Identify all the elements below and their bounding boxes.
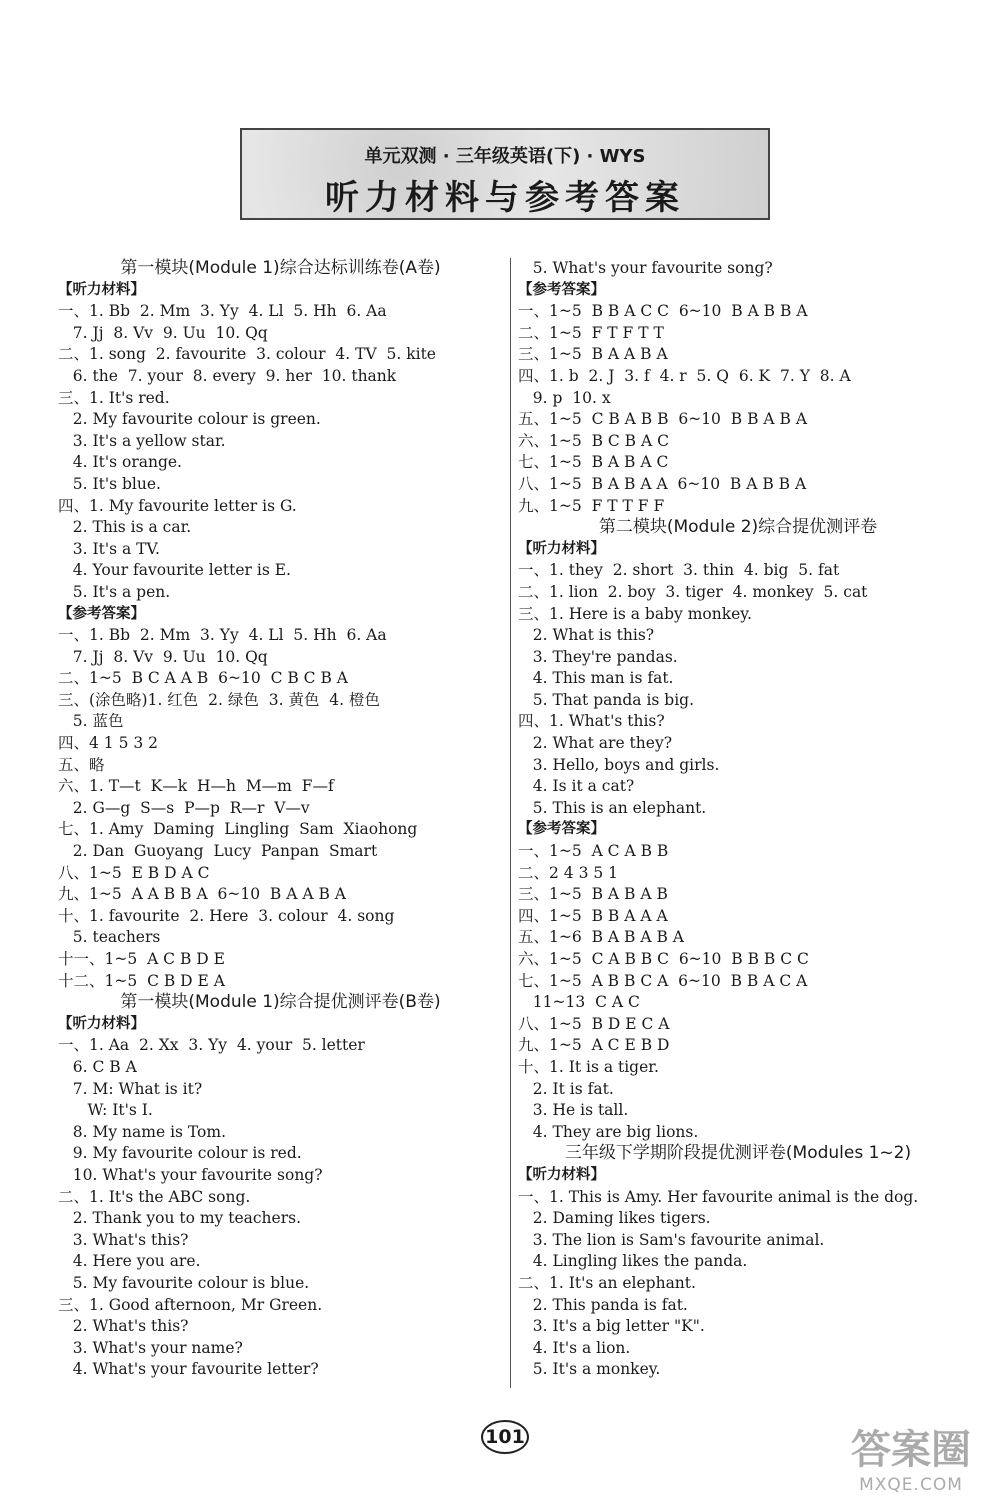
header-subtitle: 单元双测 · 三年级英语(下) · WYS xyxy=(364,146,646,167)
section-heading: 三年级下学期阶段提优测评卷(Modules 1~2) xyxy=(564,1143,912,1164)
text-line: 2. G—g S—s P—p R—r V—v xyxy=(58,798,310,817)
text-line: 2. Dan Guoyang Lucy Panpan Smart xyxy=(58,842,378,861)
subsection-label: 【听力材料】 xyxy=(58,1015,145,1032)
text-line: 3. It's a big letter "K". xyxy=(518,1317,705,1336)
text-line: 七、1~5 B A B A C xyxy=(518,453,669,472)
text-line: 7. Jj 8. Vv 9. Uu 10. Qq xyxy=(58,647,268,666)
subsection-label: 【参考答案】 xyxy=(58,605,145,622)
left-column xyxy=(58,258,503,1381)
subsection-label: 【听力材料】 xyxy=(518,1166,605,1183)
right-column xyxy=(518,258,958,1381)
text-line: 十、1. favourite 2. Here 3. colour 4. song xyxy=(58,906,395,925)
text-line: 十、1. It is a tiger. xyxy=(518,1057,659,1076)
text-line: 四、4 1 5 3 2 xyxy=(58,734,159,753)
text-line: 3. It's a TV. xyxy=(58,539,160,558)
text-line: 三、1. Good afternoon, Mr Green. xyxy=(58,1295,323,1314)
text-line: 三、1~5 B A B A B xyxy=(518,885,668,904)
text-line: 2. Daming likes tigers. xyxy=(518,1209,711,1228)
page-number xyxy=(470,1420,540,1460)
text-line: 2. It is fat. xyxy=(518,1079,614,1098)
text-line: 5. 蓝色 xyxy=(58,712,124,731)
section-heading: 第二模块(Module 2)综合提优测评卷 xyxy=(598,517,878,538)
text-line: 八、1~5 B D E C A xyxy=(518,1014,670,1033)
text-line: 一、1. Aa 2. Xx 3. Yy 4. your 5. letter xyxy=(58,1036,365,1055)
text-line: 一、1~5 A C A B B xyxy=(518,842,669,861)
watermark-top-text: 答案圈 xyxy=(851,1427,971,1473)
subsection-label: 【听力材料】 xyxy=(58,281,145,298)
text-line: 九、1~5 F T T F F xyxy=(518,496,665,515)
text-line: 九、1~5 A A B B A 6~10 B A A B A xyxy=(58,885,346,904)
text-line: 2. This is a car. xyxy=(58,518,192,537)
text-line: 3. He is tall. xyxy=(518,1101,629,1120)
watermark-logo xyxy=(836,1418,986,1495)
text-line: 2. What's this? xyxy=(58,1317,189,1336)
text-line: 一、1. This is Amy. Her favourite animal is the dog. xyxy=(518,1187,919,1206)
text-line: 5. This is an elephant. xyxy=(518,798,707,817)
text-line: 3. It's a yellow star. xyxy=(58,431,226,450)
text-line: 5. It's a pen. xyxy=(58,582,171,601)
text-line: 5. It's a monkey. xyxy=(518,1360,661,1379)
text-line: W: It's I. xyxy=(58,1101,153,1120)
header-title-box xyxy=(240,128,770,220)
text-line: 5. That panda is big. xyxy=(518,690,695,709)
text-line: 二、1~5 F T F T T xyxy=(518,323,664,342)
text-line: 3. What's this? xyxy=(58,1230,189,1249)
text-line: 七、1~5 A B B C A 6~10 B B A C A xyxy=(518,971,808,990)
text-line: 三、1. Here is a baby monkey. xyxy=(518,604,752,623)
section-heading: 第一模块(Module 1)综合提优测评卷(B卷) xyxy=(120,992,441,1013)
text-line: 7. M: What is it? xyxy=(58,1079,203,1098)
text-line: 八、1~5 E B D A C xyxy=(58,863,210,882)
text-line: 九、1~5 A C E B D xyxy=(518,1036,670,1055)
text-line: 2. This panda is fat. xyxy=(518,1295,688,1314)
text-line: 一、1. Bb 2. Mm 3. Yy 4. Ll 5. Hh 6. Aa xyxy=(58,626,387,645)
text-line: 5. It's blue. xyxy=(58,474,161,493)
text-line: 3. They're pandas. xyxy=(518,647,678,666)
text-line: 3. What's your name? xyxy=(58,1338,243,1357)
page-number-text: 101 xyxy=(481,1420,529,1454)
text-line: 四、1~5 B B A A A xyxy=(518,906,668,925)
text-line: 4. What's your favourite letter? xyxy=(58,1360,319,1379)
text-line: 四、1. What's this? xyxy=(518,712,665,731)
text-line: 10. What's your favourite song? xyxy=(58,1165,323,1184)
text-line: 4. They are big lions. xyxy=(518,1122,699,1141)
section-heading: 第一模块(Module 1)综合达标训练卷(A卷) xyxy=(120,258,441,278)
text-line: 十一、1~5 A C B D E xyxy=(58,950,225,968)
text-line: 三、1. It's red. xyxy=(58,388,170,407)
text-line: 9. p 10. x xyxy=(518,388,611,407)
text-line: 六、1~5 C A B B C 6~10 B B B C C xyxy=(518,950,809,968)
text-line: 二、1. lion 2. boy 3. tiger 4. monkey 5. cat xyxy=(518,582,868,601)
subsection-label: 【听力材料】 xyxy=(518,540,605,557)
text-line: 6. the 7. your 8. every 9. her 10. thank xyxy=(58,366,397,385)
text-line: 8. My name is Tom. xyxy=(58,1122,227,1141)
text-line: 5. What's your favourite song? xyxy=(518,259,773,277)
text-line: 一、1. they 2. short 3. thin 4. big 5. fat xyxy=(518,561,840,580)
text-line: 2. What are they? xyxy=(518,734,673,753)
column-divider xyxy=(510,258,511,1388)
text-line: 一、1. Bb 2. Mm 3. Yy 4. Ll 5. Hh 6. Aa xyxy=(58,302,387,321)
text-line: 五、略 xyxy=(58,755,105,774)
text-line: 4. It's a lion. xyxy=(518,1338,631,1357)
text-line: 7. Jj 8. Vv 9. Uu 10. Qq xyxy=(58,323,268,342)
text-line: 十二、1~5 C B D E A xyxy=(58,971,225,990)
text-line: 2. My favourite colour is green. xyxy=(58,410,321,429)
text-line: 3. The lion is Sam's favourite animal. xyxy=(518,1230,825,1249)
text-line: 七、1. Amy Daming Lingling Sam Xiaohong xyxy=(58,820,418,839)
watermark-bottom-text: MXQE.COM xyxy=(859,1475,963,1495)
text-line: 4. Is it a cat? xyxy=(518,777,635,796)
text-line: 二、1. song 2. favourite 3. colour 4. TV 5. kite xyxy=(58,345,436,364)
text-line: 三、(涂色略)1. 红色 2. 绿色 3. 黄色 4. 橙色 xyxy=(58,690,381,709)
text-line: 5. My favourite colour is blue. xyxy=(58,1273,310,1292)
text-line: 11~13 C A C xyxy=(518,993,640,1012)
text-line: 六、1~5 B C B A C xyxy=(518,431,669,450)
text-line: 4. Your favourite letter is E. xyxy=(58,561,291,580)
text-line: 9. My favourite colour is red. xyxy=(58,1144,302,1163)
text-line: 五、1~5 C B A B B 6~10 B B A B A xyxy=(518,410,808,429)
text-line: 二、1. It's an elephant. xyxy=(518,1273,696,1292)
text-line: 一、1~5 B B A C C 6~10 B A B B A xyxy=(518,302,808,321)
text-line: 2. Thank you to my teachers. xyxy=(58,1209,301,1228)
page-title: 听力材料与参考答案 xyxy=(325,178,685,218)
text-line: 2. What is this? xyxy=(518,626,655,645)
text-line: 6. C B A xyxy=(58,1057,137,1076)
text-line: 四、1. b 2. J 3. f 4. r 5. Q 6. K 7. Y 8. A xyxy=(518,366,851,385)
subsection-label: 【参考答案】 xyxy=(518,281,605,298)
subsection-label: 【参考答案】 xyxy=(518,821,605,838)
text-line: 八、1~5 B A B A A 6~10 B A B B A xyxy=(518,474,807,493)
text-line: 五、1~6 B A B A B A xyxy=(518,928,684,947)
text-line: 3. Hello, boys and girls. xyxy=(518,755,720,774)
text-line: 四、1. My favourite letter is G. xyxy=(58,496,297,515)
text-line: 二、1. It's the ABC song. xyxy=(58,1187,251,1206)
text-line: 5. teachers xyxy=(58,928,161,947)
text-line: 三、1~5 B A A B A xyxy=(518,345,668,364)
text-line: 二、2 4 3 5 1 xyxy=(518,863,619,882)
text-line: 二、1~5 B C A A B 6~10 C B C B A xyxy=(58,669,348,688)
text-line: 六、1. T—t K—k H—h M—m F—f xyxy=(58,777,334,796)
text-line: 4. Here you are. xyxy=(58,1252,201,1271)
text-line: 4. Lingling likes the panda. xyxy=(518,1252,748,1271)
text-line: 4. It's orange. xyxy=(58,453,182,472)
text-line: 4. This man is fat. xyxy=(518,669,674,688)
